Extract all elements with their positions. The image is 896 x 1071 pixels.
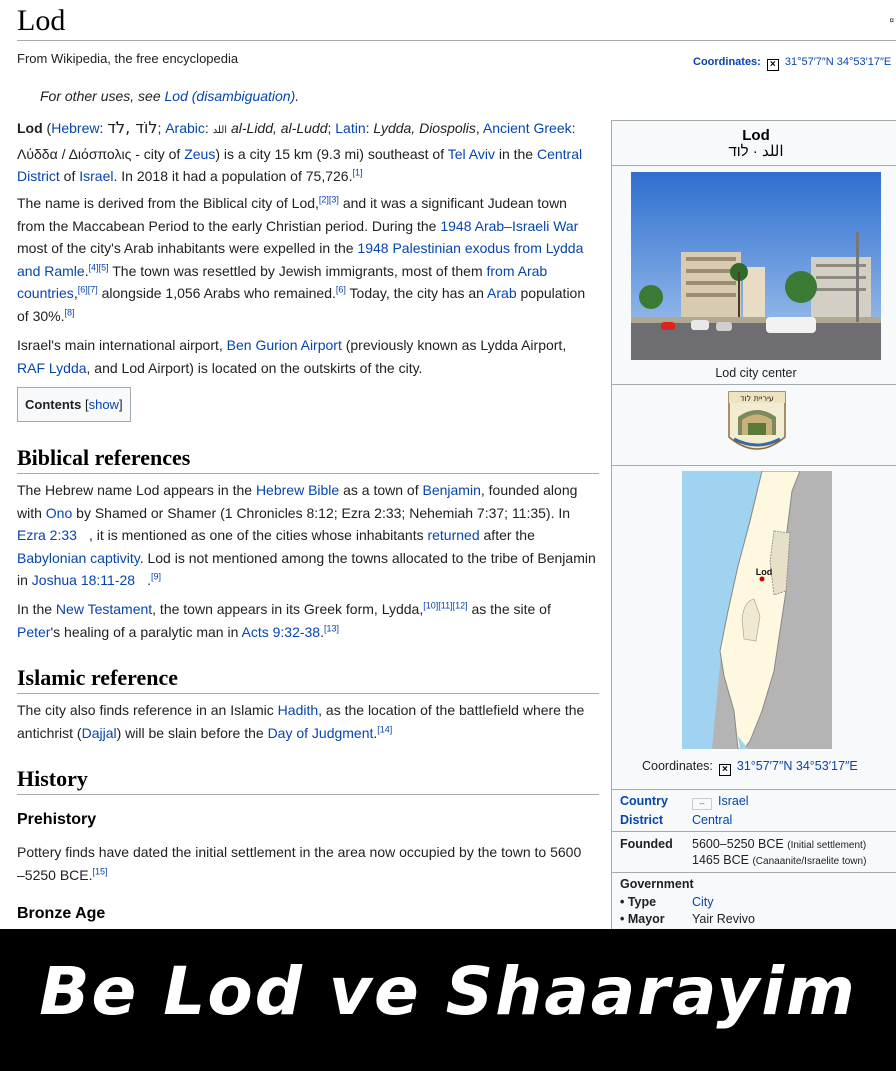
arabic-text: اللد xyxy=(212,125,228,136)
table-of-contents: Contents [show] xyxy=(17,387,131,422)
lead-paragraph-3: Israel's main international airport, Ben Gurion Airport (previously known as Lydda Airport, RAF Lydda, and Lod Airport) is located on the outskirts of the city. xyxy=(17,337,567,376)
coordinates-link[interactable]: 31°57′7″N 34°53′17″E xyxy=(784,56,892,68)
page-title: Lod xyxy=(17,4,66,37)
zeus-link[interactable]: Zeus xyxy=(184,145,216,162)
hebrew-bible-link[interactable]: Hebrew Bible xyxy=(255,482,340,498)
indicator-icon[interactable]: ¤ xyxy=(889,16,894,25)
benjamin-link[interactable]: Benjamin xyxy=(422,482,481,498)
district-label-link[interactable]: District xyxy=(620,813,664,827)
peter-link[interactable]: Peter xyxy=(17,623,51,640)
hadith-link[interactable]: Hadith xyxy=(277,702,319,718)
israel-link[interactable]: Israel xyxy=(79,168,114,184)
ref-1[interactable]: [1] xyxy=(352,167,363,178)
caption-banner xyxy=(0,929,896,1071)
ref-14[interactable]: [14] xyxy=(377,723,393,734)
ref-15[interactable]: [15] xyxy=(92,865,108,876)
flag-icon: -- xyxy=(692,798,712,810)
location-map[interactable] xyxy=(682,471,832,749)
biblical-paragraph-1: The Hebrew name Lod appears in the Hebrew Bible as a town of Benjamin, founded along with Ono by Shamed or Shamer (1 Chronicles 8:12; Ezra 2:33; Nehemiah 7:37; 11:35). In Ezra 2:33 , it is mentioned as one of the cities whose inhabitants returned after the Babylonian captivity. Lod is not mentioned among the towns allocated to the tribe of Benjamin in Joshua 18:11-28 .[9] xyxy=(17,482,596,588)
city-photo-image xyxy=(631,172,881,360)
emblem-lettering: עיריית לוד xyxy=(740,394,774,403)
arab-link[interactable]: Arab xyxy=(487,285,517,301)
infobox-divider xyxy=(612,384,896,385)
city-center-photo[interactable] xyxy=(631,172,881,360)
city-emblem[interactable] xyxy=(726,389,788,461)
prehistory-paragraph: Pottery finds have dated the initial settlement in the area now occupied by the town to 5600 –5250 BCE.[15] xyxy=(17,844,582,883)
ref-10-12[interactable]: [10][11][12] xyxy=(423,600,468,611)
dajjal-link[interactable]: Dajjal xyxy=(81,724,117,741)
ref-9[interactable]: [9] xyxy=(150,571,161,582)
lead-paragraph-1: Lod (Hebrew: לוֹד ,לֹד; Arabic: اللد al-Lidd, al-Ludd; Latin: Lydda, Diospolis, Ancient Greek: Λύδδα / Διόσπολις - city of Zeus) is a city 15 km (9.3 mi) southeast of Tel Aviv in the Central District of Israel. In 2018 it had a population of 75,726.[1] xyxy=(17,118,583,184)
lead-paragraph-2: The name is derived from the Biblical city of Lod,[2][3] and it was a significant Judean town from the Maccabean Period to the early Christian period. During the 1948 Arab–Israeli War most of the city's Arab inhabitants were expelled in the 1948 Palestinian exodus from Lydda and Ramle.[4][5] The town was resettled by Jewish immigrants, most of them from Arab countries,[6][7] alongside 1,056 Arabs who remained.[6] Today, the city has an Arab population of 30%.[8] xyxy=(17,194,586,324)
infobox-divider xyxy=(612,465,896,466)
country-label-link[interactable]: Country xyxy=(620,794,668,808)
arabic-link[interactable]: Arabic xyxy=(165,120,205,136)
raf-lydda-link[interactable]: RAF Lydda xyxy=(17,359,87,376)
subheading-prehistory: Prehistory xyxy=(17,811,97,828)
israel-map-image xyxy=(682,471,832,749)
toc-show-toggle[interactable]: show xyxy=(88,397,119,412)
biblical-paragraph-2: In the New Testament, the town appears in its Greek form, Lydda,[10][11][12] as the site of Peter's healing of a paralytic man in Acts 9:32-38.[13] xyxy=(17,600,551,640)
islamic-paragraph: The city also finds reference in an Islamic Hadith, as the location of the battlefield where the antichrist (Dajjal) will be slain before the Day of Judgment.[14] xyxy=(17,702,585,741)
globe-icon[interactable]: × xyxy=(719,764,731,776)
infobox-coordinates: Coordinates: × 31°57′7″N 34°53′17″E xyxy=(642,759,858,775)
ref-4-5[interactable]: [4][5] xyxy=(88,261,109,272)
hatnote: For other uses, see Lod (disambiguation). xyxy=(40,88,300,104)
latin-link[interactable]: Latin xyxy=(335,120,366,136)
district-link[interactable]: District xyxy=(17,168,60,184)
infobox-divider xyxy=(612,872,896,873)
section-heading-biblical: Biblical references xyxy=(17,445,599,474)
ref-8[interactable]: [8] xyxy=(64,306,75,317)
babylonian-captivity-link[interactable]: Babylonian captivity xyxy=(17,549,140,566)
section-heading-islamic: Islamic reference xyxy=(17,665,599,694)
top-coordinates xyxy=(693,56,891,71)
district-link[interactable]: Central xyxy=(692,813,733,827)
infobox-native-name: اللد · לוד xyxy=(728,143,784,160)
ref-6[interactable]: [6] xyxy=(335,284,346,295)
title-divider xyxy=(17,40,896,41)
subheading-bronze-age: Bronze Age xyxy=(17,905,106,922)
ono-link[interactable]: Ono xyxy=(45,504,73,521)
infobox-divider xyxy=(612,831,896,832)
globe-icon[interactable]: × xyxy=(767,59,779,71)
day-of-judgment-link[interactable]: Day of Judgment xyxy=(267,724,374,741)
caption-text: Be Lod ve Shaarayim xyxy=(39,953,857,1030)
ben-gurion-link[interactable]: Ben Gurion Airport xyxy=(226,337,342,353)
section-heading-history: History xyxy=(17,766,599,795)
joshua-link[interactable]: Joshua 18:11-28 xyxy=(31,572,136,588)
site-tagline: From Wikipedia, the free encyclopedia xyxy=(17,51,239,66)
acts-link[interactable]: Acts 9:32-38 xyxy=(241,623,321,640)
returned-link[interactable]: returned xyxy=(427,527,480,543)
infobox-title: Lod xyxy=(742,127,770,144)
ancient-greek-link[interactable]: Ancient Greek xyxy=(482,120,572,136)
coordinates-label[interactable]: Coordinates: xyxy=(693,56,761,68)
from-arab-link[interactable]: from Arab xyxy=(486,262,548,279)
ref-6-7[interactable]: [6][7] xyxy=(77,284,98,295)
ezra-link[interactable]: Ezra 2:33 xyxy=(17,527,77,543)
central-link[interactable]: Central xyxy=(536,145,583,162)
hebrew-text: לוֹד ,לֹד xyxy=(107,118,158,137)
disambiguation-link[interactable]: Lod (disambiguation) xyxy=(164,88,296,104)
tel-aviv-link[interactable]: Tel Aviv xyxy=(447,145,495,162)
infobox-divider xyxy=(612,165,896,166)
infobox-divider xyxy=(612,789,896,790)
emblem-image xyxy=(726,389,788,461)
map-marker-label: Lod xyxy=(755,567,773,577)
new-testament-link[interactable]: New Testament xyxy=(55,601,153,617)
type-link[interactable]: City xyxy=(692,895,714,909)
exodus-link[interactable]: 1948 Palestinian exodus from Lydda xyxy=(357,240,584,256)
infobox-coordinates-link[interactable]: 31°57′7″N 34°53′17″E xyxy=(736,759,858,773)
countries-link[interactable]: countries xyxy=(17,285,74,301)
war-link[interactable]: 1948 Arab–Israeli War xyxy=(440,217,579,234)
ref-13[interactable]: [13] xyxy=(323,622,339,633)
ref-2-3[interactable]: [2][3] xyxy=(318,194,339,205)
photo-caption: Lod city center xyxy=(715,366,797,380)
hebrew-link[interactable]: Hebrew xyxy=(51,120,100,136)
infobox: Lod اللد · לוד Lod city center עיריית לוד Lod Coordinates: × 31°57′7″N 34°53′17″E Country -- Israel District Central Founded 5600–5250 BCE (Initial settlement) 1465 BCE (Canaanite/Israelite town) Government • Type City • Mayor Yair Revivo xyxy=(611,120,896,940)
exodus-link-cont[interactable]: and Ramle xyxy=(17,262,85,279)
country-link[interactable]: Israel xyxy=(718,794,749,808)
